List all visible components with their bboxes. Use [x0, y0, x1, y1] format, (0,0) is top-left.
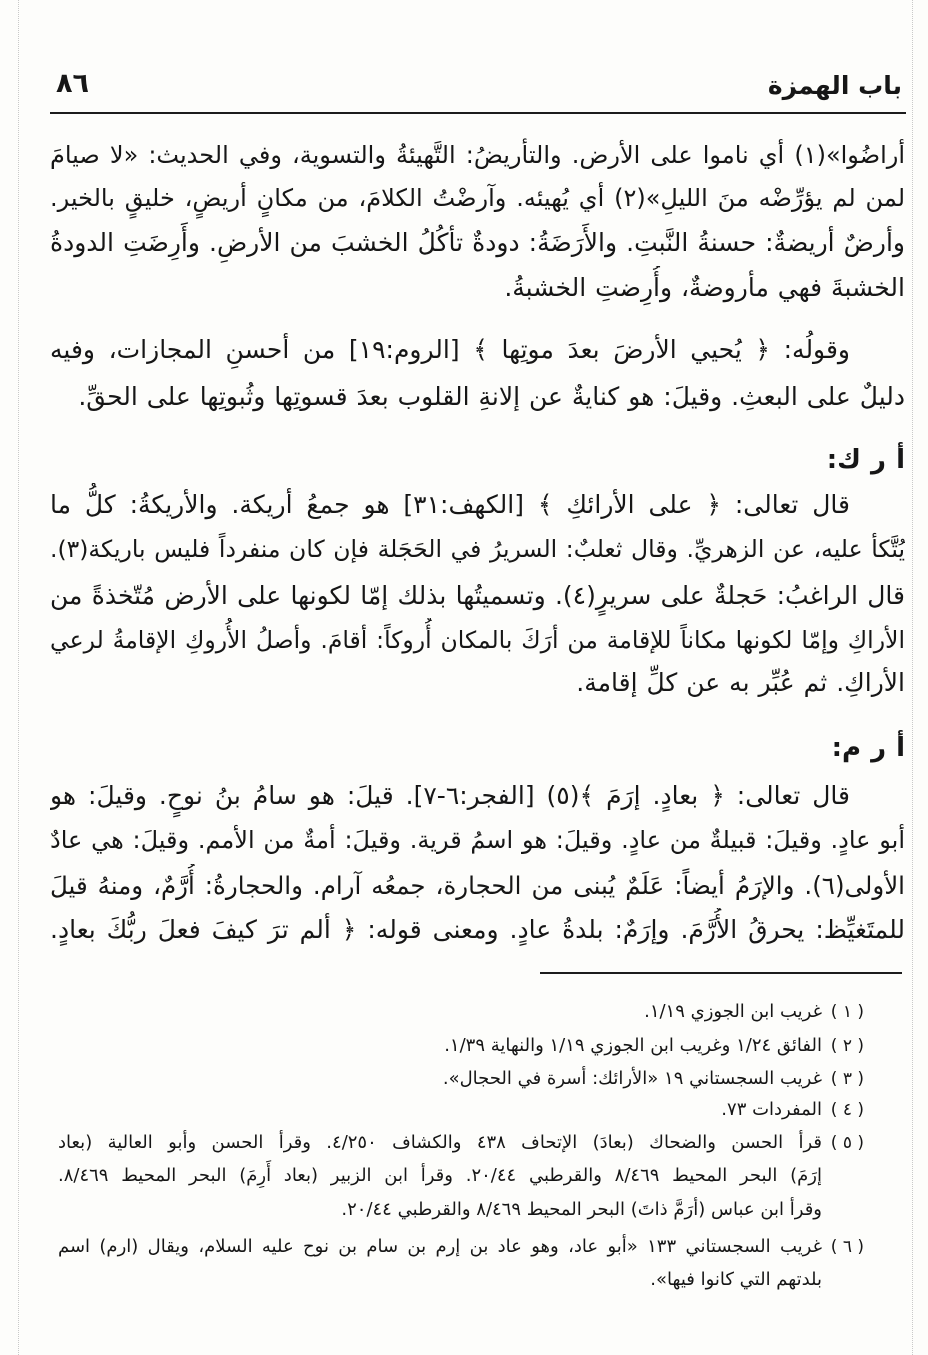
body-line: وقولُه: ﴿ يُحيي الأرضَ بعدَ موتِها ﴾ [الروم:١٩] من أحسنِ المجازات، وفيه	[50, 335, 850, 364]
body-line: وأرضٌ أريضةٌ: حسنةُ النَّبتِ. والأَرَضَةُ: دودةٌ تأكُلُ الخشبَ من الأرضِ. وأَرِضَتِ الدودةُ	[50, 228, 905, 257]
body-line: قال الراغبُ: حَجلةٌ على سريرٍ(٤). وتسميتُها بذلك إمّا لكونها على الأرض مُتّخذةً من	[50, 581, 905, 610]
body-line: أراضُوا»(١) أي ناموا على الأرض. والتأريضُ: التَّهيئةُ والتسوية، وفي الحديث: «لا صيامَ	[50, 141, 905, 169]
body-line: للمتَغيِّظ: يحرقُ الأُرَّمَ. وإرَمٌ: بلدةُ عادٍ. ومعنى قوله: ﴿ ألم ترَ كيفَ فعلَ ربُّكَ بعادٍ.	[50, 915, 905, 944]
footnote	[58, 1094, 864, 1126]
footnote-text: الفائق ١/٢٤ وغريب ابن الجوزي ١/١٩ والنهاية ١/٣٩.	[444, 1035, 822, 1056]
footnote-number: ( ٤ )	[830, 1100, 864, 1120]
header-rule	[50, 112, 906, 114]
section-title: باب الهمزة	[767, 71, 902, 100]
footnote-separator	[540, 972, 902, 974]
footnote-text: وقرأ ابن عباس (أرَمَّ ذاتَ) البحر المحيط ٨/٤٦٩ والقرطبي ٢٠/٤٤.	[341, 1199, 822, 1220]
scan-margin-line	[18, 0, 19, 1355]
body-line: الأولى(٦). والإرَمُ أيضاً: عَلَمٌ يُبنى من الحجارة، جمعُه آرام. والحجارةُ: أُرَّمٌ، ومنهُ قيلَ	[50, 871, 905, 900]
footnote-text: قرأ الحسن والضحاك (بعادَ) الإتحاف ٤٣٨ والكشاف ٤/٢٥٠. وقرأ الحسن وأبو العالية (بعاد	[58, 1132, 822, 1153]
footnote-number: ( ١ )	[830, 1002, 864, 1022]
body-line: يُتَّكأ عليه، عن الزهريِّ. وقال ثعلبٌ: السريرُ في الحَجَلة فإن كان منفرداً فليس باريكة(٣).	[50, 535, 905, 563]
footnote	[58, 1127, 864, 1159]
entry-heading: أ ر ك:	[826, 445, 905, 475]
footnote	[58, 996, 864, 1028]
footnote-text: غريب ابن الجوزي ١/١٩.	[644, 1001, 822, 1022]
body-line: لمن لم يؤرِّضْه منَ الليلِ»(٢) أي يُهيئه. وآرضْتُ الكلامَ، من مكانٍ أريضٍ، خليقٍ بالخير.	[50, 184, 905, 212]
body-line: قال تعالى: ﴿ بعادٍ. إرَمَ ﴾(٥) [الفجر:٦-٧]. قيلَ: هو سامُ بنُ نوحٍ. وقيلَ: هو	[50, 781, 850, 810]
body-line: الخشبةَ فهي مأروضةٌ، وأُرِضتِ الخشبةُ.	[504, 273, 905, 302]
body-line: الأراكِ. ثم عُبِّر به عن كلِّ إقامة.	[576, 668, 905, 697]
body-line: قال تعالى: ﴿ على الأرائكِ ﴾ [الكهف:٣١] هو جمعُ أريكة. والأريكةُ: كلُّ ما	[50, 490, 850, 519]
footnote-text: غريب السجستاني ١٣٣ «أبو عاد، وهو عاد بن إرم بن سام بن نوح عليه السلام، ويقال (ارم) اسم	[58, 1236, 822, 1257]
footnote-text: بلدتهم التي كانوا فيها».	[650, 1269, 822, 1290]
entry-heading: أ ر م:	[831, 733, 905, 763]
footnote-text: المفردات ٧٣.	[721, 1099, 822, 1120]
footnote-text: إرَمَ) البحر المحيط ٨/٤٦٩ والقرطبي ٢٠/٤٤. وقرأ ابن الزبير (بعاد أَرِمَ) البحر المحيط ٨/٤٦٩.	[58, 1165, 822, 1186]
footnote-continuation	[58, 1194, 864, 1226]
body-line: دليلٌ على البعثِ. وقيلَ: هو كنايةٌ عن إلانةِ القلوب بعدَ قسوتِها وثُبوتِها على الحقِّ.	[78, 382, 905, 411]
footnote-number: ( ٢ )	[830, 1036, 864, 1056]
page-number: ٨٦	[56, 68, 89, 99]
footnote-continuation	[58, 1160, 864, 1192]
body-line: الأراكِ وإمّا لكونها مكاناً للإقامة من أرَكَ بالمكان أُروكاً: أقامَ. وأصلُ الأُروكِ الإقامةُ لرعي	[50, 626, 905, 654]
footnote-number: ( ٦ )	[830, 1237, 864, 1257]
footnote	[58, 1030, 864, 1062]
footnote-text: غريب السجستاني ١٩ «الأرائك: أسرة في الحجال».	[442, 1068, 822, 1089]
footnote	[58, 1063, 864, 1095]
footnote	[58, 1231, 864, 1263]
footnote-number: ( ٣ )	[830, 1069, 864, 1089]
body-line: أبو عادٍ. وقيلَ: قبيلةٌ من عادٍ. وقيلَ: هو اسمُ قرية. وقيلَ: أمةٌ من الأمم. وقيلَ: هي عادٌ	[50, 826, 905, 854]
footnote-continuation	[58, 1264, 864, 1296]
scan-margin-line	[912, 0, 913, 1355]
footnote-number: ( ٥ )	[830, 1133, 864, 1153]
